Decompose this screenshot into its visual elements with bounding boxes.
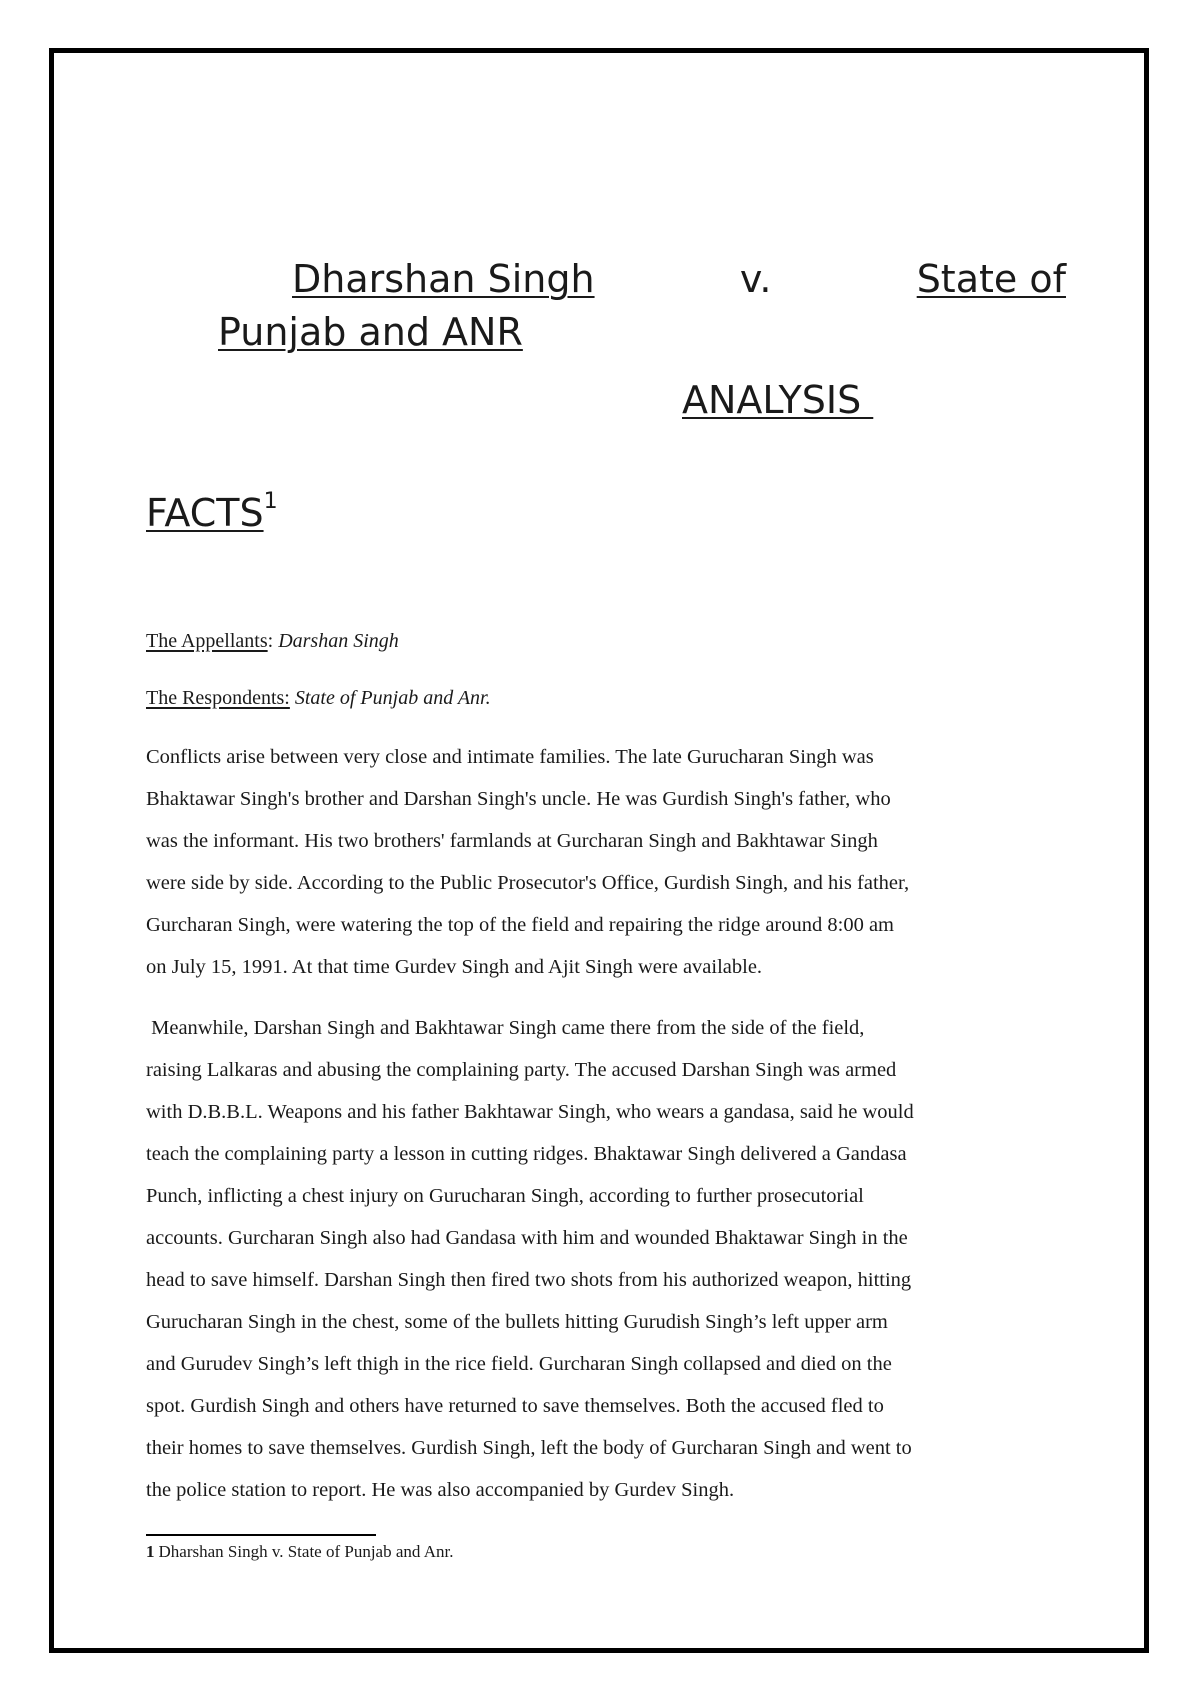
facts-heading-text: FACTS: [146, 491, 264, 535]
title-versus: v.: [739, 257, 772, 301]
facts-paragraph-1: [146, 736, 1066, 988]
title-party1: Dharshan Singh: [292, 257, 595, 301]
paragraph-line: on July 15, 1991. At that time Gurdev Singh and Ajit Singh were available.: [146, 956, 763, 978]
case-title-line-1: [218, 256, 1066, 302]
footnote-number: 1: [146, 1542, 155, 1561]
paragraph-line: their homes to save themselves. Gurdish Singh, left the body of Gurcharan Singh and went to: [146, 1437, 912, 1459]
facts-paragraph-2: [146, 1007, 1066, 1511]
appellants-value: Darshan Singh: [278, 630, 399, 652]
paragraph-line: with D.B.B.L. Weapons and his father Bakhtawar Singh, who wears a gandasa, said he would: [146, 1101, 914, 1123]
appellants-line: [146, 627, 399, 655]
appellants-label: The Appellants: [146, 630, 268, 652]
paragraph-line: teach the complaining party a lesson in cutting ridges. Bhaktawar Singh delivered a Gandasa: [146, 1143, 907, 1165]
paragraph-line: accounts. Gurcharan Singh also had Gandasa with him and wounded Bhaktawar Singh in the: [146, 1227, 908, 1249]
paragraph-line: Conflicts arise between very close and intimate families. The late Gurucharan Singh was: [146, 746, 874, 768]
paragraph-line: Meanwhile, Darshan Singh and Bakhtawar Singh came there from the side of the field,: [146, 1017, 865, 1039]
title-party2-part1: State of: [916, 257, 1066, 301]
facts-heading: [146, 490, 278, 536]
appellants-separator: :: [267, 630, 279, 652]
paragraph-line: Bhaktawar Singh's brother and Darshan Singh's uncle. He was Gurdish Singh's father, who: [146, 788, 891, 810]
title-party2-part2: Punjab and ANR: [218, 310, 523, 354]
paragraph-line: raising Lalkaras and abusing the complaining party. The accused Darshan Singh was armed: [146, 1059, 897, 1081]
paragraph-line: Gurucharan Singh in the chest, some of the bullets hitting Gurudish Singh’s left upper arm: [146, 1311, 888, 1333]
paragraph-line: was the informant. His two brothers' farmlands at Gurcharan Singh and Bakhtawar Singh: [146, 830, 878, 852]
paragraph-line: Gurcharan Singh, were watering the top of the field and repairing the ridge around 8:00 am: [146, 914, 894, 936]
footnote: [146, 1540, 453, 1564]
respondents-value: State of Punjab and Anr.: [294, 687, 491, 709]
footnote-separator: [146, 1534, 376, 1536]
analysis-heading: ANALYSIS: [682, 378, 874, 422]
paragraph-line: were side by side. According to the Public Prosecutor's Office, Gurdish Singh, and his father,: [146, 872, 910, 894]
case-title-line-2: [218, 309, 523, 355]
respondents-line: [146, 684, 491, 712]
paragraph-line: Punch, inflicting a chest injury on Gurucharan Singh, according to further prosecutorial: [146, 1185, 864, 1207]
paragraph-line: the police station to report. He was also accompanied by Gurdev Singh.: [146, 1479, 735, 1501]
paragraph-line: and Gurudev Singh’s left thigh in the rice field. Gurcharan Singh collapsed and died on the: [146, 1353, 892, 1375]
paragraph-line: spot. Gurdish Singh and others have returned to save themselves. Both the accused fled to: [146, 1395, 884, 1417]
footnote-text: Dharshan Singh v. State of Punjab and Anr.: [158, 1542, 454, 1561]
paragraph-line: head to save himself. Darshan Singh then fired two shots from his authorized weapon, hitting: [146, 1269, 912, 1291]
respondents-label: The Respondents:: [146, 687, 290, 709]
facts-footnote-ref: 1: [263, 489, 278, 514]
